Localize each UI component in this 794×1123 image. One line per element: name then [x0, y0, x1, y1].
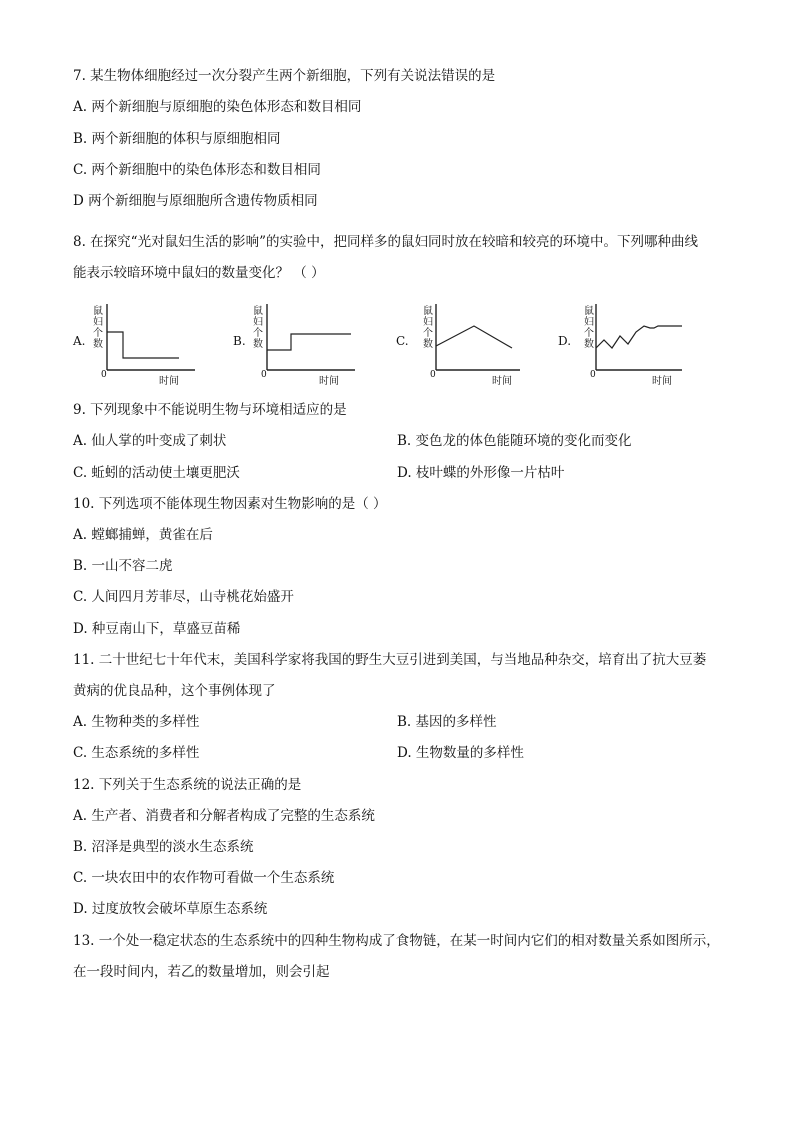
- chart-b-ylabel: 鼠妇个数: [253, 306, 263, 350]
- question-10-option-d: D. 种豆南山下，草盛豆苗稀: [73, 621, 241, 637]
- question-7-option-d: D 两个新细胞与原细胞所含遗传物质相同: [73, 193, 318, 209]
- question-12-option-c: C. 一块农田中的农作物可看做一个生态系统: [73, 870, 335, 886]
- chart-c-label: C.: [396, 334, 409, 348]
- question-11-option-a: A. 生物种类的多样性: [73, 714, 200, 730]
- question-9-option-d: D. 枝叶蝶的外形像一片枯叶: [397, 465, 565, 481]
- chart-a-ylabel: 鼠妇个数: [93, 306, 103, 350]
- question-10-stem: 10. 下列选项不能体现生物因素对生物影响的是（ ）: [73, 496, 387, 512]
- chart-c-curve: [436, 326, 512, 348]
- question-11-stem-line-2: 黄病的优良品种，这个事例体现了: [73, 683, 276, 699]
- chart-b-xlabel: 时间: [319, 376, 339, 387]
- chart-c-ylabel: 鼠妇个数: [423, 306, 433, 350]
- chart-option-c: [396, 298, 526, 386]
- question-9-option-a: A. 仙人掌的叶变成了刺状: [73, 433, 227, 449]
- question-11-option-d: D. 生物数量的多样性: [397, 745, 524, 761]
- question-8-stem-line-2: 能表示较暗环境中鼠妇的数量变化？ （ ）: [73, 265, 325, 281]
- chart-d-curve: [596, 326, 682, 348]
- question-9-option-c: C. 蚯蚓的活动使土壤更肥沃: [73, 465, 240, 481]
- chart-b-curve: [267, 334, 351, 350]
- chart-a-curve: [107, 332, 179, 358]
- question-10-option-c: C. 人间四月芳菲尽，山寺桃花始盛开: [73, 589, 294, 605]
- question-10-option-b: B. 一山不容二虎: [73, 558, 173, 574]
- chart-a-zero: 0: [101, 370, 107, 380]
- question-7-option-b: B. 两个新细胞的体积与原细胞相同: [73, 131, 281, 147]
- question-12-option-a: A. 生产者、消费者和分解者构成了完整的生态系统: [73, 808, 375, 824]
- chart-b-label: B.: [233, 334, 246, 348]
- chart-d-ylabel: 鼠妇个数: [584, 306, 594, 350]
- chart-option-d: [558, 298, 688, 386]
- question-9-stem: 9. 下列现象中不能说明生物与环境相适应的是: [73, 402, 347, 418]
- question-12-stem: 12. 下列关于生态系统的说法正确的是: [73, 777, 302, 793]
- question-10-option-a: A. 螳螂捕蝉，黄雀在后: [73, 527, 213, 543]
- chart-c-xlabel: 时间: [492, 376, 512, 387]
- question-7-option-c: C. 两个新细胞中的染色体形态和数目相同: [73, 162, 321, 178]
- question-11-option-b: B. 基因的多样性: [397, 714, 497, 730]
- chart-a-xlabel: 时间: [159, 376, 179, 387]
- chart-option-b: [233, 298, 363, 386]
- question-9-option-b: B. 变色龙的体色能随环境的变化而变化: [397, 433, 632, 449]
- question-7-option-a: A. 两个新细胞与原细胞的染色体形态和数目相同: [73, 99, 362, 115]
- chart-a-label: A.: [73, 334, 86, 348]
- question-8-stem-line-1: 8. 在探究“光对鼠妇生活的影响”的实验中，把同样多的鼠妇同时放在较暗和较亮的环境中。下列哪种曲线: [73, 234, 698, 250]
- question-12-option-d: D. 过度放牧会破坏草原生态系统: [73, 901, 268, 917]
- question-13-stem-line-2: 在一段时间内，若乙的数量增加，则会引起: [73, 964, 330, 980]
- question-12-option-b: B. 沼泽是典型的淡水生态系统: [73, 839, 254, 855]
- chart-d-label: D.: [558, 334, 572, 348]
- question-11-stem-line-1: 11. 二十世纪七十年代末，美国科学家将我国的野生大豆引进到美国，与当地品种杂交，培育出了抗大豆萎: [73, 652, 707, 668]
- chart-option-a: [73, 298, 203, 386]
- chart-d-xlabel: 时间: [652, 376, 672, 387]
- chart-b-zero: 0: [261, 370, 267, 380]
- question-13-stem-line-1: 13. 一个处一稳定状态的生态系统中的四种生物构成了食物链，在某一时间内它们的相对数量关系如图所示，: [73, 933, 720, 949]
- question-11-option-c: C. 生态系统的多样性: [73, 745, 200, 761]
- chart-c-zero: 0: [430, 370, 436, 380]
- chart-d-zero: 0: [590, 370, 596, 380]
- question-7-stem: 7. 某生物体细胞经过一次分裂产生两个新细胞，下列有关说法错误的是: [73, 68, 496, 84]
